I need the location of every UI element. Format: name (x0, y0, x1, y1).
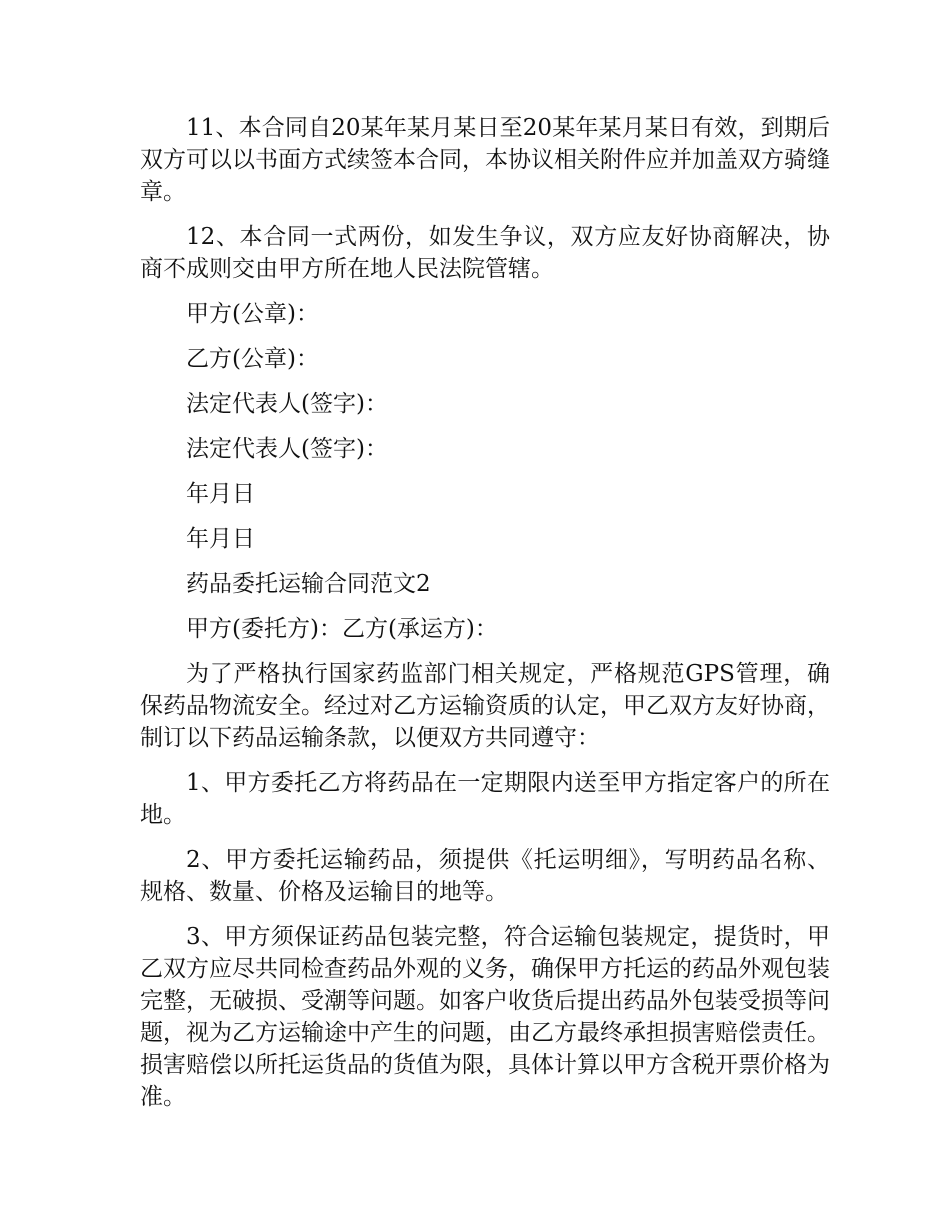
date-b: 年月日 (186, 526, 255, 552)
clause-1: 1、甲方委托乙方将药品在一定期限内送至甲方指定客户的所在地。 (140, 770, 830, 828)
date-a: 年月日 (186, 481, 255, 507)
legal-rep-signature-a: 法定代表人(签字)： (186, 391, 388, 417)
clause-11: 11、本合同自20某年某月某日至20某年某月某日有效，到期后双方可以以书面方式续签本合同，本协议相关附件应并加盖双方骑缝章。 (140, 115, 830, 205)
party-b-seal: 乙方(公章)： (186, 346, 319, 372)
document-body (140, 112, 830, 1126)
parties-line: 甲方(委托方)：乙方(承运方)： (186, 616, 498, 642)
clause-2: 2、甲方委托运输药品，须提供《托运明细》，写明药品名称、规格、数量、价格及运输目的地等。 (140, 847, 830, 905)
preamble: 为了严格执行国家药监部门相关规定，严格规范GPS管理，确保药品物流安全。经过对乙方运输资质的认定，甲乙双方友好协商，制订以下药品运输条款，以便双方共同遵守： (140, 661, 830, 751)
legal-rep-signature-b: 法定代表人(签字)： (186, 436, 388, 462)
party-a-seal: 甲方(公章)： (186, 301, 319, 327)
clause-3: 3、甲方须保证药品包装完整，符合运输包装规定，提货时，甲乙双方应尽共同检查药品外观的义务，确保甲方托运的药品外观包装完整，无破损、受潮等问题。如客户收货后提出药品外包装受损等问题，视为乙方运输途中产生的问题，由乙方最终承担损害赔偿责任。损害赔偿以所托运货品的货值为限，具体计算以甲方含税开票价格为准。 (140, 924, 830, 1110)
section-title: 药品委托运输合同范文2 (186, 571, 431, 597)
clause-12: 12、本合同一式两份，如发生争议，双方应友好协商解决，协商不成则交由甲方所在地人民法院管辖。 (140, 224, 830, 282)
